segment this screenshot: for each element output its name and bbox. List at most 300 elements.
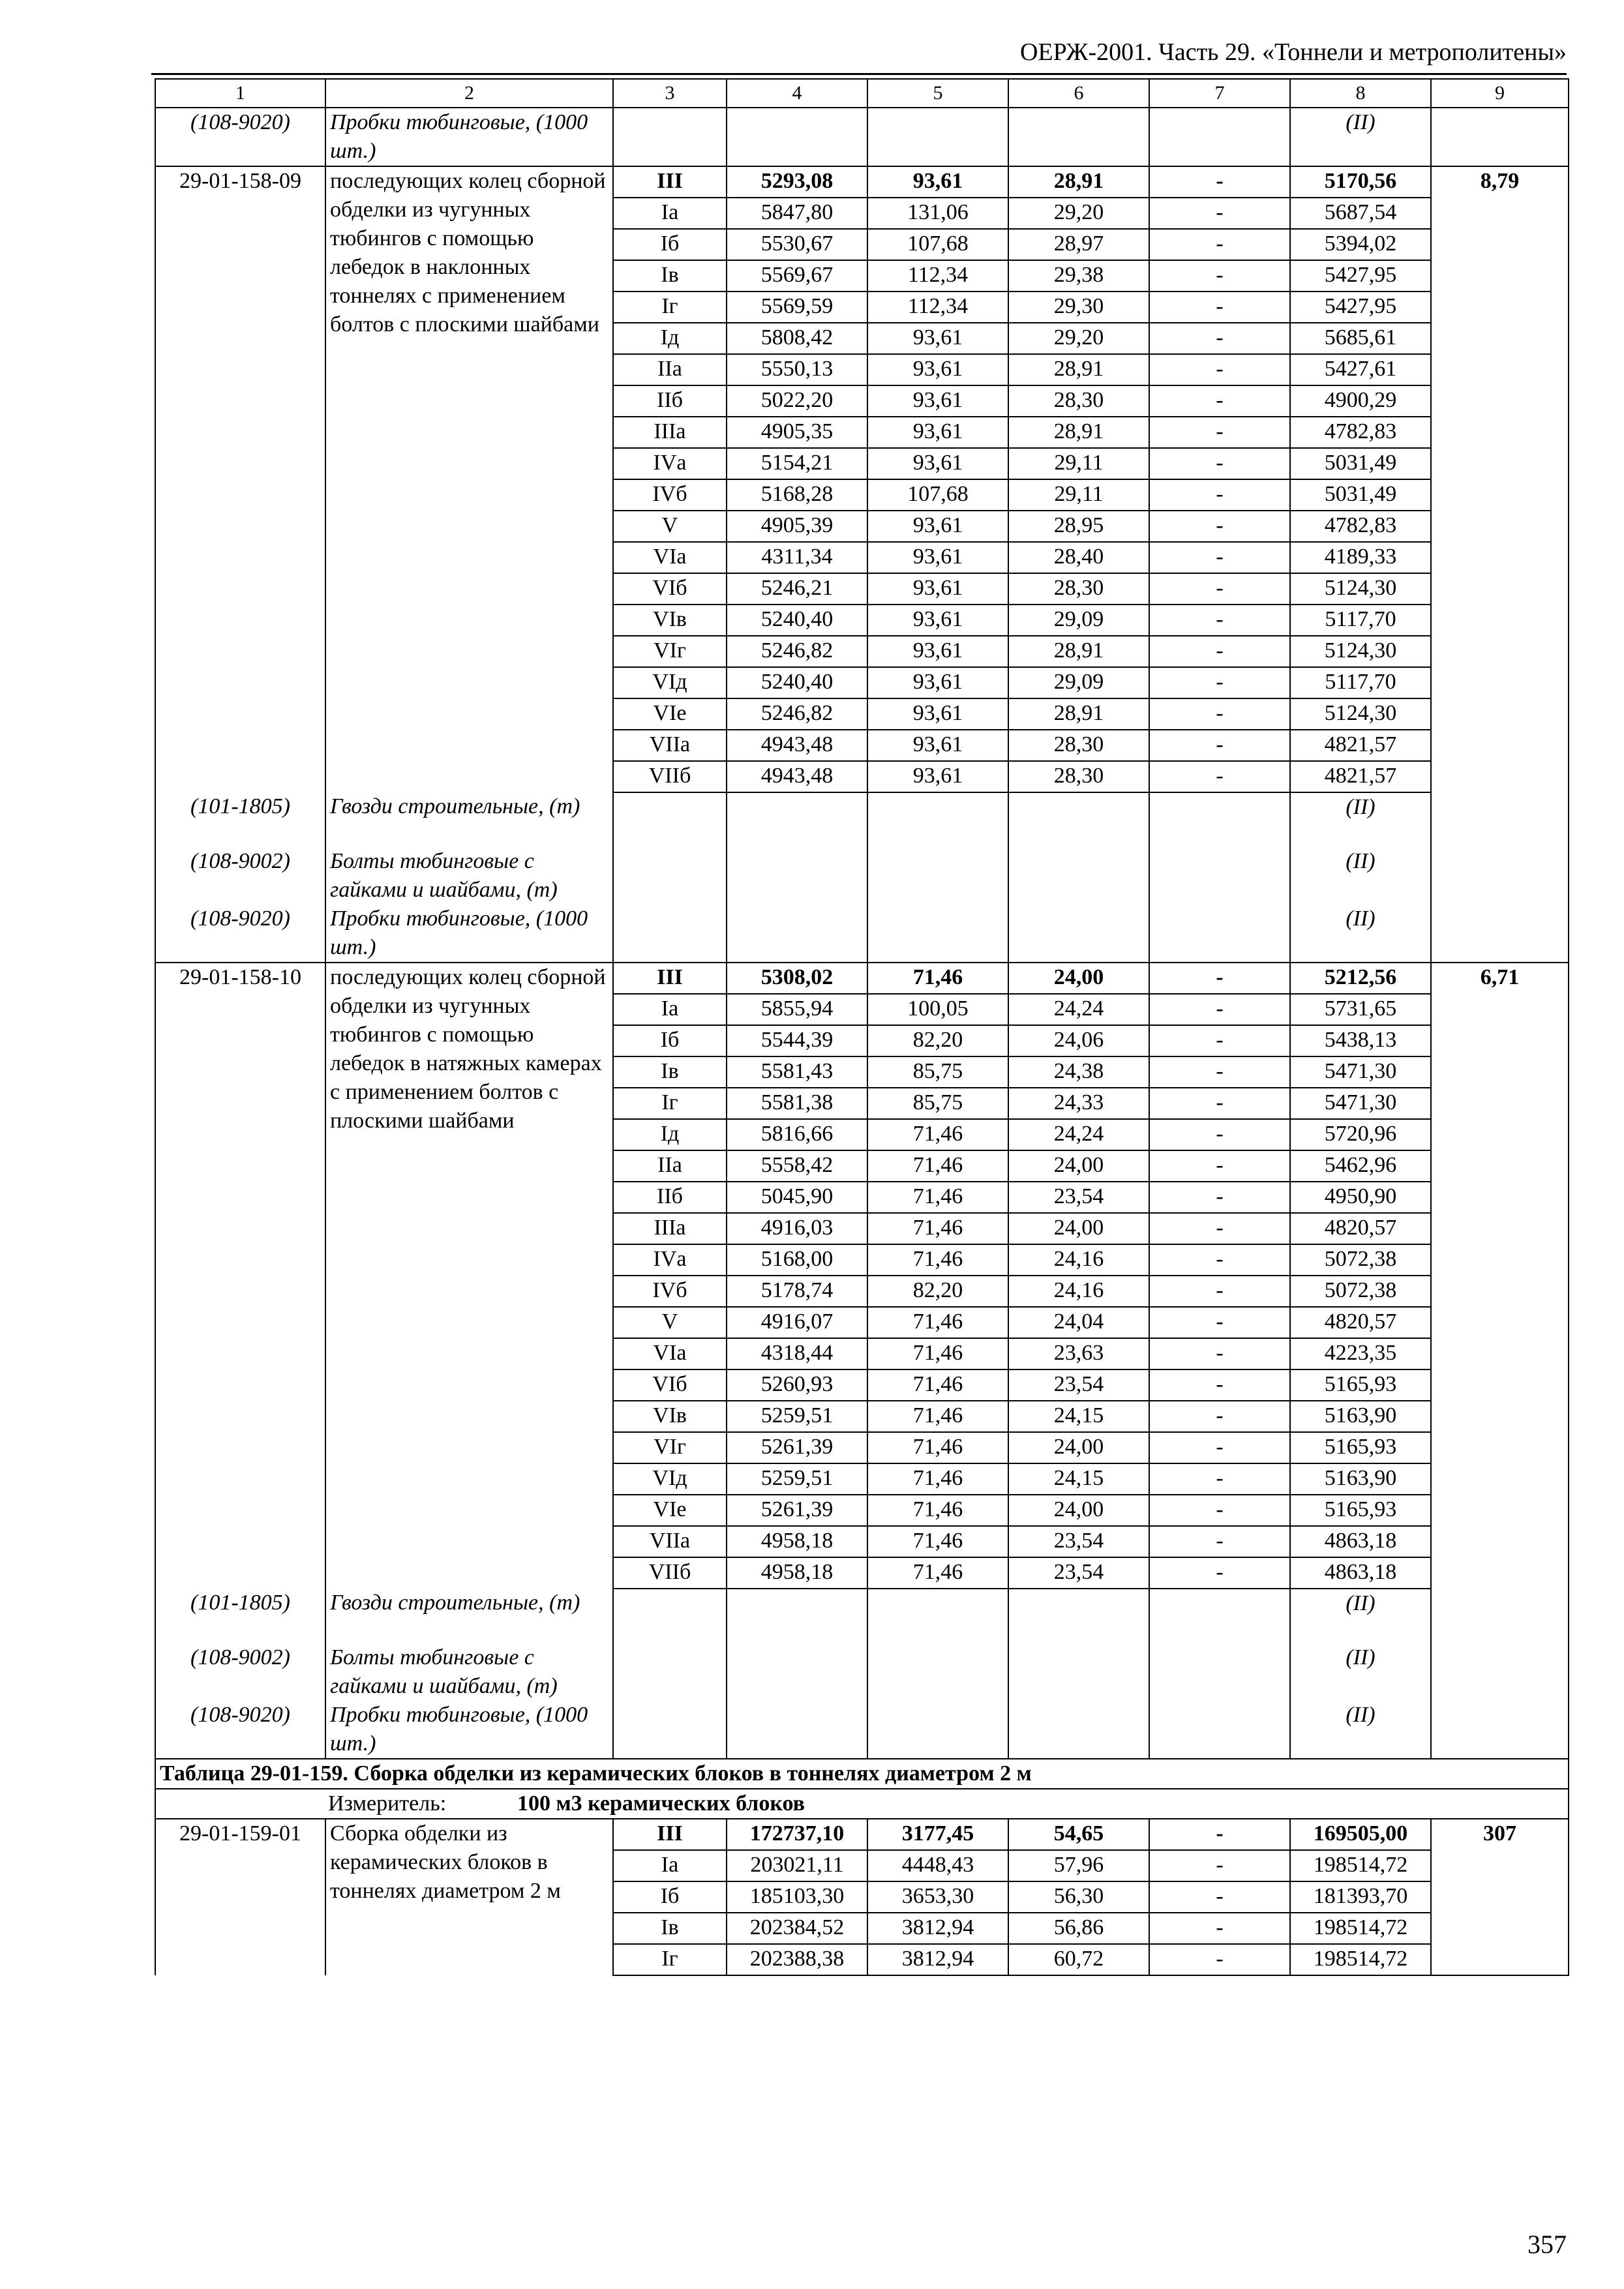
value-cell: 5687,54 [1290,198,1431,229]
value-cell: - [1149,1182,1290,1213]
empty-cell [867,108,1008,166]
zone-cell: VIв [613,605,727,636]
value-cell: 93,61 [867,573,1008,605]
material-row [155,1589,1569,1643]
material-name: Пробки тюбинговые, (1000 шт.) [325,905,613,963]
value-cell: 23,54 [1008,1182,1149,1213]
value-cell: 71,46 [867,1557,1008,1589]
value-cell: 93,61 [867,511,1008,542]
value-cell: 5558,42 [727,1150,867,1182]
empty-cell [727,905,867,963]
value-cell: - [1149,1526,1290,1557]
value-cell: 28,97 [1008,229,1149,260]
zone-cell: VIIа [613,730,727,761]
zone-cell: VIа [613,1338,727,1369]
empty-cell [727,1701,867,1759]
zone-cell: IVа [613,448,727,479]
norm-row [155,1819,1569,1850]
value-cell: 4905,39 [727,511,867,542]
value-cell: 71,46 [867,1495,1008,1526]
value-cell: 5031,49 [1290,448,1431,479]
value-cell: 5168,28 [727,479,867,511]
norm-col9: 307 [1431,1819,1569,1850]
value-cell: 5072,38 [1290,1276,1431,1307]
zone-cell: IIа [613,1150,727,1182]
value-cell: 4448,43 [867,1850,1008,1881]
value-cell: 5427,95 [1290,292,1431,323]
value-cell: - [1149,1369,1290,1401]
value-cell: 4311,34 [727,542,867,573]
empty-cell [1431,1850,1569,1881]
value-cell: 4189,33 [1290,542,1431,573]
value-cell: 5260,93 [727,1369,867,1401]
material-code: (108-9020) [155,1701,325,1759]
value-cell: 5072,38 [1290,1244,1431,1276]
empty-cell [1008,1701,1149,1759]
value-cell: 71,46 [867,1307,1008,1338]
empty-cell [867,847,1008,905]
material-mark: (II) [1290,847,1431,905]
value-cell: 29,30 [1008,292,1149,323]
value-cell: 5427,61 [1290,354,1431,385]
value-cell: - [1149,1432,1290,1463]
empty-cell [1431,354,1569,385]
empty-cell [1149,1643,1290,1701]
value-cell: 24,24 [1008,994,1149,1025]
value-cell: - [1149,698,1290,730]
empty-cell [1431,1495,1569,1526]
value-cell: - [1149,1150,1290,1182]
empty-cell [1431,1432,1569,1463]
value-cell: - [1149,1819,1290,1850]
value-cell: 5544,39 [727,1025,867,1056]
value-cell: 5816,66 [727,1119,867,1150]
value-cell: - [1149,1557,1290,1589]
empty-cell [1431,1589,1569,1643]
value-cell: 5022,20 [727,385,867,417]
value-cell: 93,61 [867,542,1008,573]
value-cell: 29,11 [1008,448,1149,479]
value-cell: 5550,13 [727,354,867,385]
zone-cell: V [613,1307,727,1338]
empty-cell [1431,1701,1569,1759]
zone-cell: IIб [613,1182,727,1213]
norm-row [155,166,1569,198]
column-number-1: 1 [155,79,325,108]
value-cell: - [1149,1025,1290,1056]
value-cell: 28,30 [1008,573,1149,605]
value-cell: - [1149,417,1290,448]
empty-cell [1431,730,1569,761]
empty-cell [1008,1589,1149,1643]
empty-cell [1431,1369,1569,1401]
value-cell: 107,68 [867,479,1008,511]
value-cell: - [1149,761,1290,792]
value-cell: - [1149,448,1290,479]
value-cell: 93,61 [867,698,1008,730]
value-cell: - [1149,1056,1290,1088]
value-cell: 202384,52 [727,1913,867,1944]
zone-cell: Iв [613,1056,727,1088]
empty-cell [1431,1150,1569,1182]
value-cell: 5165,93 [1290,1432,1431,1463]
empty-cell [867,792,1008,847]
value-cell: 5212,56 [1290,963,1431,994]
empty-cell [727,1643,867,1701]
measure-row [155,1789,1569,1819]
empty-cell [1431,636,1569,667]
header-rule [151,73,1567,75]
zone-cell: VIб [613,1369,727,1401]
value-cell: 93,61 [867,417,1008,448]
empty-cell [1431,1307,1569,1338]
value-cell: 5471,30 [1290,1056,1431,1088]
empty-cell [1149,1589,1290,1643]
empty-cell [727,108,867,166]
value-cell: 185103,30 [727,1881,867,1913]
value-cell: 29,09 [1008,605,1149,636]
empty-cell [1431,1213,1569,1244]
value-cell: 24,16 [1008,1276,1149,1307]
value-cell: 28,91 [1008,166,1149,198]
empty-cell [727,792,867,847]
value-cell: 112,34 [867,260,1008,292]
empty-cell [1008,1643,1149,1701]
empty-cell [613,792,727,847]
value-cell: 5154,21 [727,448,867,479]
value-cell: 5685,61 [1290,323,1431,354]
value-cell: 5240,40 [727,667,867,698]
material-code: (108-9002) [155,847,325,905]
empty-cell [1431,1025,1569,1056]
value-cell: 5308,02 [727,963,867,994]
norm-code: 29-01-158-09 [155,166,325,792]
empty-cell [1008,847,1149,905]
value-cell: 198514,72 [1290,1850,1431,1881]
zone-cell: IIа [613,354,727,385]
running-header: ОЕРЖ-2001. Часть 29. «Тоннели и метрополитены» [1019,38,1567,66]
empty-cell [1431,1182,1569,1213]
zone-cell: VIа [613,542,727,573]
zone-cell: IIIа [613,1213,727,1244]
value-cell: 5240,40 [727,605,867,636]
value-cell: 23,63 [1008,1338,1149,1369]
empty-cell [1431,1338,1569,1369]
material-name: Гвозди строительные, (т) [325,792,613,847]
value-cell: 4943,48 [727,761,867,792]
value-cell: 202388,38 [727,1944,867,1975]
value-cell: 23,54 [1008,1557,1149,1589]
column-number-row [155,79,1569,108]
material-row [155,1643,1569,1701]
column-number-2: 2 [325,79,613,108]
value-cell: 203021,11 [727,1850,867,1881]
value-cell: 5178,74 [727,1276,867,1307]
value-cell: 93,61 [867,354,1008,385]
value-cell: 28,91 [1008,698,1149,730]
value-cell: 4821,57 [1290,730,1431,761]
value-cell: 169505,00 [1290,1819,1431,1850]
empty-cell [1149,905,1290,963]
value-cell: 71,46 [867,963,1008,994]
value-cell: 5168,00 [727,1244,867,1276]
empty-cell [1431,1276,1569,1307]
column-number-8: 8 [1290,79,1431,108]
value-cell: 93,61 [867,385,1008,417]
value-cell: 198514,72 [1290,1913,1431,1944]
value-cell: 198514,72 [1290,1944,1431,1975]
value-cell: 24,33 [1008,1088,1149,1119]
value-cell: 93,61 [867,667,1008,698]
value-cell: - [1149,354,1290,385]
value-cell: - [1149,667,1290,698]
empty-cell [1431,108,1569,166]
empty-cell [1149,108,1290,166]
value-cell: 181393,70 [1290,1881,1431,1913]
value-cell: 5259,51 [727,1463,867,1495]
material-name: Болты тюбинговые с гайками и шайбами, (т) [325,847,613,905]
empty-cell [1431,1119,1569,1150]
zone-cell: VIг [613,1432,727,1463]
empty-cell [1431,1088,1569,1119]
material-row [155,905,1569,963]
material-row [155,847,1569,905]
value-cell: 4782,83 [1290,511,1431,542]
value-cell: 5530,67 [727,229,867,260]
value-cell: 131,06 [867,198,1008,229]
value-cell: 24,00 [1008,1432,1149,1463]
value-cell: 23,54 [1008,1526,1149,1557]
empty-cell [1431,260,1569,292]
value-cell: 29,20 [1008,198,1149,229]
value-cell: 28,95 [1008,511,1149,542]
value-cell: 5847,80 [727,198,867,229]
material-name: Болты тюбинговые с гайками и шайбами, (т) [325,1643,613,1701]
value-cell: 5569,59 [727,292,867,323]
value-cell: 82,20 [867,1025,1008,1056]
zone-cell: IIб [613,385,727,417]
norm-code: 29-01-159-01 [155,1819,325,1975]
value-cell: - [1149,1401,1290,1432]
zone-cell: VIв [613,1401,727,1432]
value-cell: - [1149,166,1290,198]
value-cell: - [1149,292,1290,323]
value-cell: 28,91 [1008,636,1149,667]
value-cell: 93,61 [867,323,1008,354]
zone-cell: Iб [613,1881,727,1913]
value-cell: 5163,90 [1290,1463,1431,1495]
value-cell: 85,75 [867,1088,1008,1119]
value-cell: 3177,45 [867,1819,1008,1850]
empty-cell [1431,573,1569,605]
value-cell: 107,68 [867,229,1008,260]
measure-label: Измеритель: [328,1791,447,1816]
empty-cell [1431,1881,1569,1913]
material-code: (101-1805) [155,792,325,847]
value-cell: 93,61 [867,636,1008,667]
value-cell: 71,46 [867,1182,1008,1213]
value-cell: 23,54 [1008,1369,1149,1401]
value-cell: 29,20 [1008,323,1149,354]
empty-cell [1008,905,1149,963]
empty-cell [1431,847,1569,905]
value-cell: 29,11 [1008,479,1149,511]
empty-cell [1431,605,1569,636]
value-cell: - [1149,1463,1290,1495]
value-cell: 4820,57 [1290,1213,1431,1244]
value-cell: - [1149,1307,1290,1338]
empty-cell [1431,1463,1569,1495]
value-cell: 71,46 [867,1119,1008,1150]
value-cell: 29,38 [1008,260,1149,292]
value-cell: 5031,49 [1290,479,1431,511]
value-cell: - [1149,229,1290,260]
value-cell: 4943,48 [727,730,867,761]
value-cell: 5124,30 [1290,636,1431,667]
empty-cell [613,847,727,905]
empty-cell [1431,229,1569,260]
value-cell: 5731,65 [1290,994,1431,1025]
zone-cell: III [613,166,727,198]
value-cell: 4958,18 [727,1557,867,1589]
value-cell: 57,96 [1008,1850,1149,1881]
zone-cell: Iб [613,1025,727,1056]
empty-cell [867,1589,1008,1643]
value-cell: - [1149,573,1290,605]
value-cell: 85,75 [867,1056,1008,1088]
value-cell: - [1149,605,1290,636]
value-cell: 28,91 [1008,354,1149,385]
value-cell: 24,00 [1008,1150,1149,1182]
value-cell: - [1149,260,1290,292]
value-cell: 56,86 [1008,1913,1149,1944]
value-cell: 4900,29 [1290,385,1431,417]
value-cell: 71,46 [867,1338,1008,1369]
value-cell: 4782,83 [1290,417,1431,448]
empty-cell [1431,667,1569,698]
empty-cell [1431,448,1569,479]
value-cell: 5124,30 [1290,698,1431,730]
value-cell: - [1149,198,1290,229]
material-row [155,792,1569,847]
value-cell: 24,24 [1008,1119,1149,1150]
value-cell: 4916,03 [727,1213,867,1244]
value-cell: 24,15 [1008,1463,1149,1495]
value-cell: 71,46 [867,1369,1008,1401]
value-cell: - [1149,730,1290,761]
table-title: Таблица 29-01-159. Сборка обделки из керамических блоков в тоннелях диаметром 2 м [155,1759,1569,1789]
empty-cell [1431,385,1569,417]
empty-cell [613,1589,727,1643]
empty-cell [1431,1401,1569,1432]
value-cell: 5720,96 [1290,1119,1431,1150]
value-cell: 100,05 [867,994,1008,1025]
zone-cell: IVб [613,1276,727,1307]
value-cell: 5261,39 [727,1495,867,1526]
value-cell: 93,61 [867,605,1008,636]
zone-cell: Iд [613,323,727,354]
zone-cell: VIг [613,636,727,667]
value-cell: 5246,82 [727,698,867,730]
value-cell: - [1149,479,1290,511]
norm-description: последующих колец сборной обделки из чугунных тюбингов с помощью лебедок в натяжных камерах с применением болтов с плоскими шайбами [325,963,613,1589]
zone-cell: VIд [613,667,727,698]
value-cell: 93,61 [867,448,1008,479]
value-cell: 5808,42 [727,323,867,354]
value-cell: 5261,39 [727,1432,867,1463]
value-cell: 4820,57 [1290,1307,1431,1338]
value-cell: 24,16 [1008,1244,1149,1276]
value-cell: 4863,18 [1290,1557,1431,1589]
value-cell: 24,00 [1008,1495,1149,1526]
empty-cell [1431,198,1569,229]
value-cell: 24,04 [1008,1307,1149,1338]
zone-cell: IIIа [613,417,727,448]
zone-cell: Iг [613,1944,727,1975]
empty-cell [1431,542,1569,573]
value-cell: 5117,70 [1290,667,1431,698]
value-cell: 24,38 [1008,1056,1149,1088]
zone-cell: Iа [613,198,727,229]
empty-cell [1149,847,1290,905]
value-cell: 71,46 [867,1401,1008,1432]
empty-cell [867,1701,1008,1759]
value-cell: - [1149,511,1290,542]
value-cell: 3653,30 [867,1881,1008,1913]
empty-cell [1431,1913,1569,1944]
material-name: Пробки тюбинговые, (1000 шт.) [325,1701,613,1759]
zone-cell: III [613,963,727,994]
value-cell: 5471,30 [1290,1088,1431,1119]
value-cell: 82,20 [867,1276,1008,1307]
material-mark: (II) [1290,792,1431,847]
material-mark: (II) [1290,905,1431,963]
value-cell: - [1149,1088,1290,1119]
value-cell: 60,72 [1008,1944,1149,1975]
value-cell: - [1149,1850,1290,1881]
material-code: (108-9002) [155,1643,325,1701]
zone-cell: Iд [613,1119,727,1150]
zone-cell: VIд [613,1463,727,1495]
zone-cell: VIб [613,573,727,605]
material-name: Гвозди строительные, (т) [325,1589,613,1643]
empty-cell [727,847,867,905]
value-cell: 5259,51 [727,1401,867,1432]
value-cell: 24,00 [1008,1213,1149,1244]
empty-cell [1431,1526,1569,1557]
value-cell: - [1149,1944,1290,1975]
empty-cell [613,108,727,166]
value-cell: - [1149,1276,1290,1307]
value-cell: 24,15 [1008,1401,1149,1432]
value-cell: 172737,10 [727,1819,867,1850]
material-code: (108-9020) [155,108,325,166]
value-cell: 28,30 [1008,730,1149,761]
empty-cell [1431,792,1569,847]
value-cell: 5165,93 [1290,1369,1431,1401]
empty-cell [1431,1557,1569,1589]
value-cell: 5438,13 [1290,1025,1431,1056]
empty-cell [1008,108,1149,166]
column-number-9: 9 [1431,79,1569,108]
zone-cell: VIе [613,698,727,730]
empty-cell [1431,1643,1569,1701]
value-cell: 28,30 [1008,385,1149,417]
value-cell: 5124,30 [1290,573,1431,605]
value-cell: 54,65 [1008,1819,1149,1850]
value-cell: - [1149,1244,1290,1276]
value-cell: 5855,94 [727,994,867,1025]
